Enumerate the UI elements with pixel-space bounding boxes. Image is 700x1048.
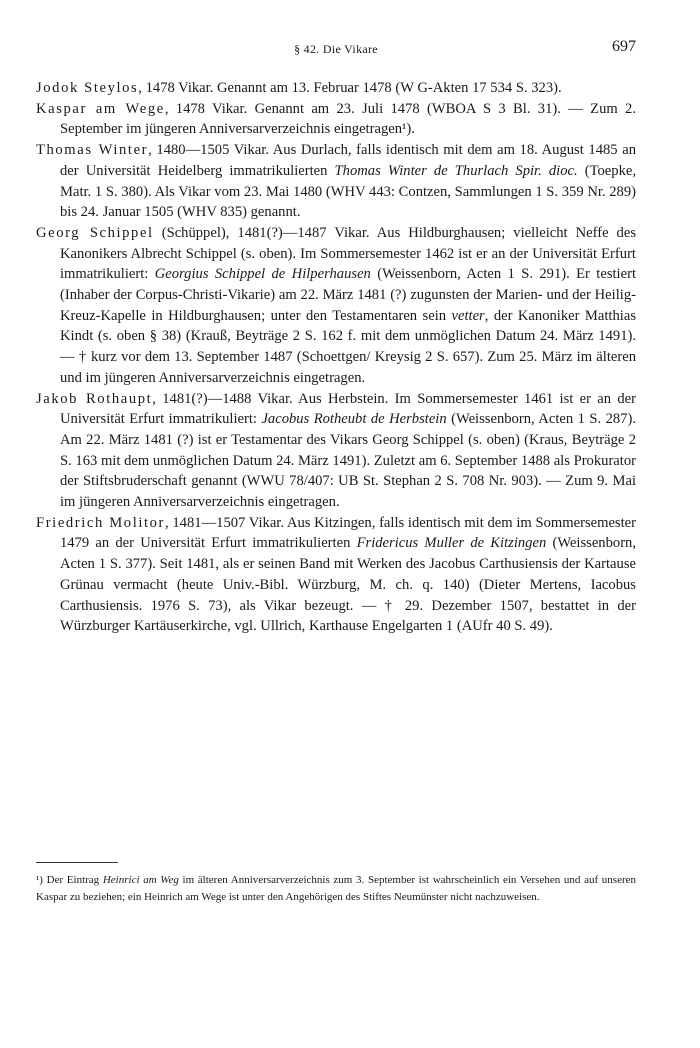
vicar-name: Jakob Rothaupt — [36, 390, 153, 407]
italic-citation: Georgius Schippel de Hilperhausen — [154, 266, 371, 283]
text-run: , 1478 Vikar. Genannt am 13. Februar 1478 (W G-Akten 17 534 S. 323). — [138, 80, 562, 96]
text-run: , der Kanoniker Matthias Kindt (s. oben § 38) (Krauß, Beyträge 2 S. 162 f. mit dem unmöglichen Datum 24. März 1491). — † kurz vor dem 13. September 1487 (Schoettgen/ Kreysig 2 S. 657). Zum 25. März im älteren und im jüngeren Anniversarverzeichnis eingetragen. — [60, 307, 636, 386]
vicar-name: Kaspar am Wege — [36, 100, 165, 117]
italic-citation: Thomas Winter de Thurlach Spir. dioc. — [334, 162, 578, 179]
running-head — [36, 38, 636, 60]
vicar-entry — [36, 78, 636, 99]
vicar-name: Friedrich Molitor — [36, 514, 166, 531]
text-run: Der Eintrag — [42, 874, 103, 886]
italic-citation: vetter — [451, 307, 485, 324]
vicar-name: Georg Schippel — [36, 224, 154, 241]
text-run: im älteren Anniversarverzeichnis zum 3. September ist wahrscheinlich ein Versehen und auf unseren Kaspar zu beziehen; ein Heinrich am Wege ist unter den Angehörigen des Stiftes Neumünster nicht nachzuweisen. — [36, 874, 636, 903]
italic-citation: Heinrici am Weg — [102, 874, 179, 886]
text-run: (Toepke, Matr. 1 S. 380). Als Vikar vom 23. Mai 1480 (WHV 443: Contzen, Sammlungen 1 S. 359 Nr. 289) bis 24. Januar 1505 (WHV 835) genannt. — [60, 162, 636, 221]
section-title: § 42. Die Vikare — [294, 42, 378, 56]
text-run: (Weissenborn, Acten 1 S. 287). Am 22. März 1481 (?) ist er Testamentar des Vikars Georg Schippel (s. oben) (Kraus, Beyträge 2 S. 163 mit dem unmöglichen Datum 24. März 1491). Zuletzt am 6. September 1488 als Prokurator der Stiftsbruderschaft genannt (WWU 78/407: UB St. Stephan 2 S. 708 Nr. 903). — Zum 9. Mai im jüngeren Anniversarverzeichnis eingetragen. — [60, 411, 636, 511]
vicar-entries — [36, 78, 636, 637]
text-run: , 1480—1505 Vikar. Aus Durlach, falls identisch mit dem am 18. August 1485 an der Universität Heidelberg immatrikulierten — [60, 142, 636, 179]
vicar-entry — [36, 389, 636, 513]
footnote — [36, 872, 636, 905]
vicar-entry — [36, 223, 636, 389]
italic-citation: Fridericus Muller de Kitzingen — [356, 535, 547, 552]
vicar-name: Jodok Steylos — [36, 80, 139, 96]
text-run: , 1481(?)—1488 Vikar. Aus Herbstein. Im Sommersemester 1461 ist er an der Universität Erfurt immatrikuliert: — [60, 390, 637, 428]
text-run: (Weissenborn, Acten 1 S. 377). Seit 1481, als er seinen Band mit Werken des Jacobus Carthusiensis der Kartause Grünau vermacht (heute Univ.-Bibl. Würzburg, M. ch. q. 140) (Dieter Mertens, Iacobus Carthusiensis. 1976 S. 73), als Vikar bezeugt. — † 29. Dezember 1507, bestattet in der Würzburger Kartäuserkirche, vgl. Ullrich, Karthause Engelgarten 1 (AUfr 40 S. 49). — [60, 535, 636, 635]
footnote-divider — [36, 862, 118, 863]
vicar-entry — [36, 140, 636, 223]
text-run: , 1478 Vikar. Genannt am 23. Juli 1478 (WBOA S 3 Bl. 31). — Zum 2. September im jüngeren Anniversarverzeichnis eingetragen¹). — [60, 100, 636, 138]
page-number: 697 — [612, 38, 636, 55]
italic-citation: Jacobus Rotheubt de Herbstein — [261, 411, 447, 428]
text-run: , 1481—1507 Vikar. Aus Kitzingen, falls identisch mit dem im Sommersemester 1479 an der Universität Erfurt immatrikulierten — [60, 514, 636, 552]
footnote-text — [36, 874, 636, 903]
text-run: (Schüppel), 1481(?)—1487 Vikar. Aus Hildburghausen; vielleicht Neffe des Kanonikers Albrecht Schippel (s. oben). Im Sommersemester 1462 ist er an der Universität Erfurt immatrikuliert: — [60, 224, 637, 283]
vicar-entry — [36, 513, 636, 637]
text-run: (Weissenborn, Acten 1 S. 291). Er testiert (Inhaber der Corpus-Christi-Vikarie) am 22. März 1481 (?) zugunsten der Marien- und der Heilig-Kreuz-Kapelle in Hildburghausen; unter den Testamentaren sein — [60, 266, 636, 324]
footnote-marker: ¹) — [36, 874, 43, 886]
vicar-entry — [36, 99, 636, 140]
vicar-name: Thomas Winter — [36, 142, 149, 159]
